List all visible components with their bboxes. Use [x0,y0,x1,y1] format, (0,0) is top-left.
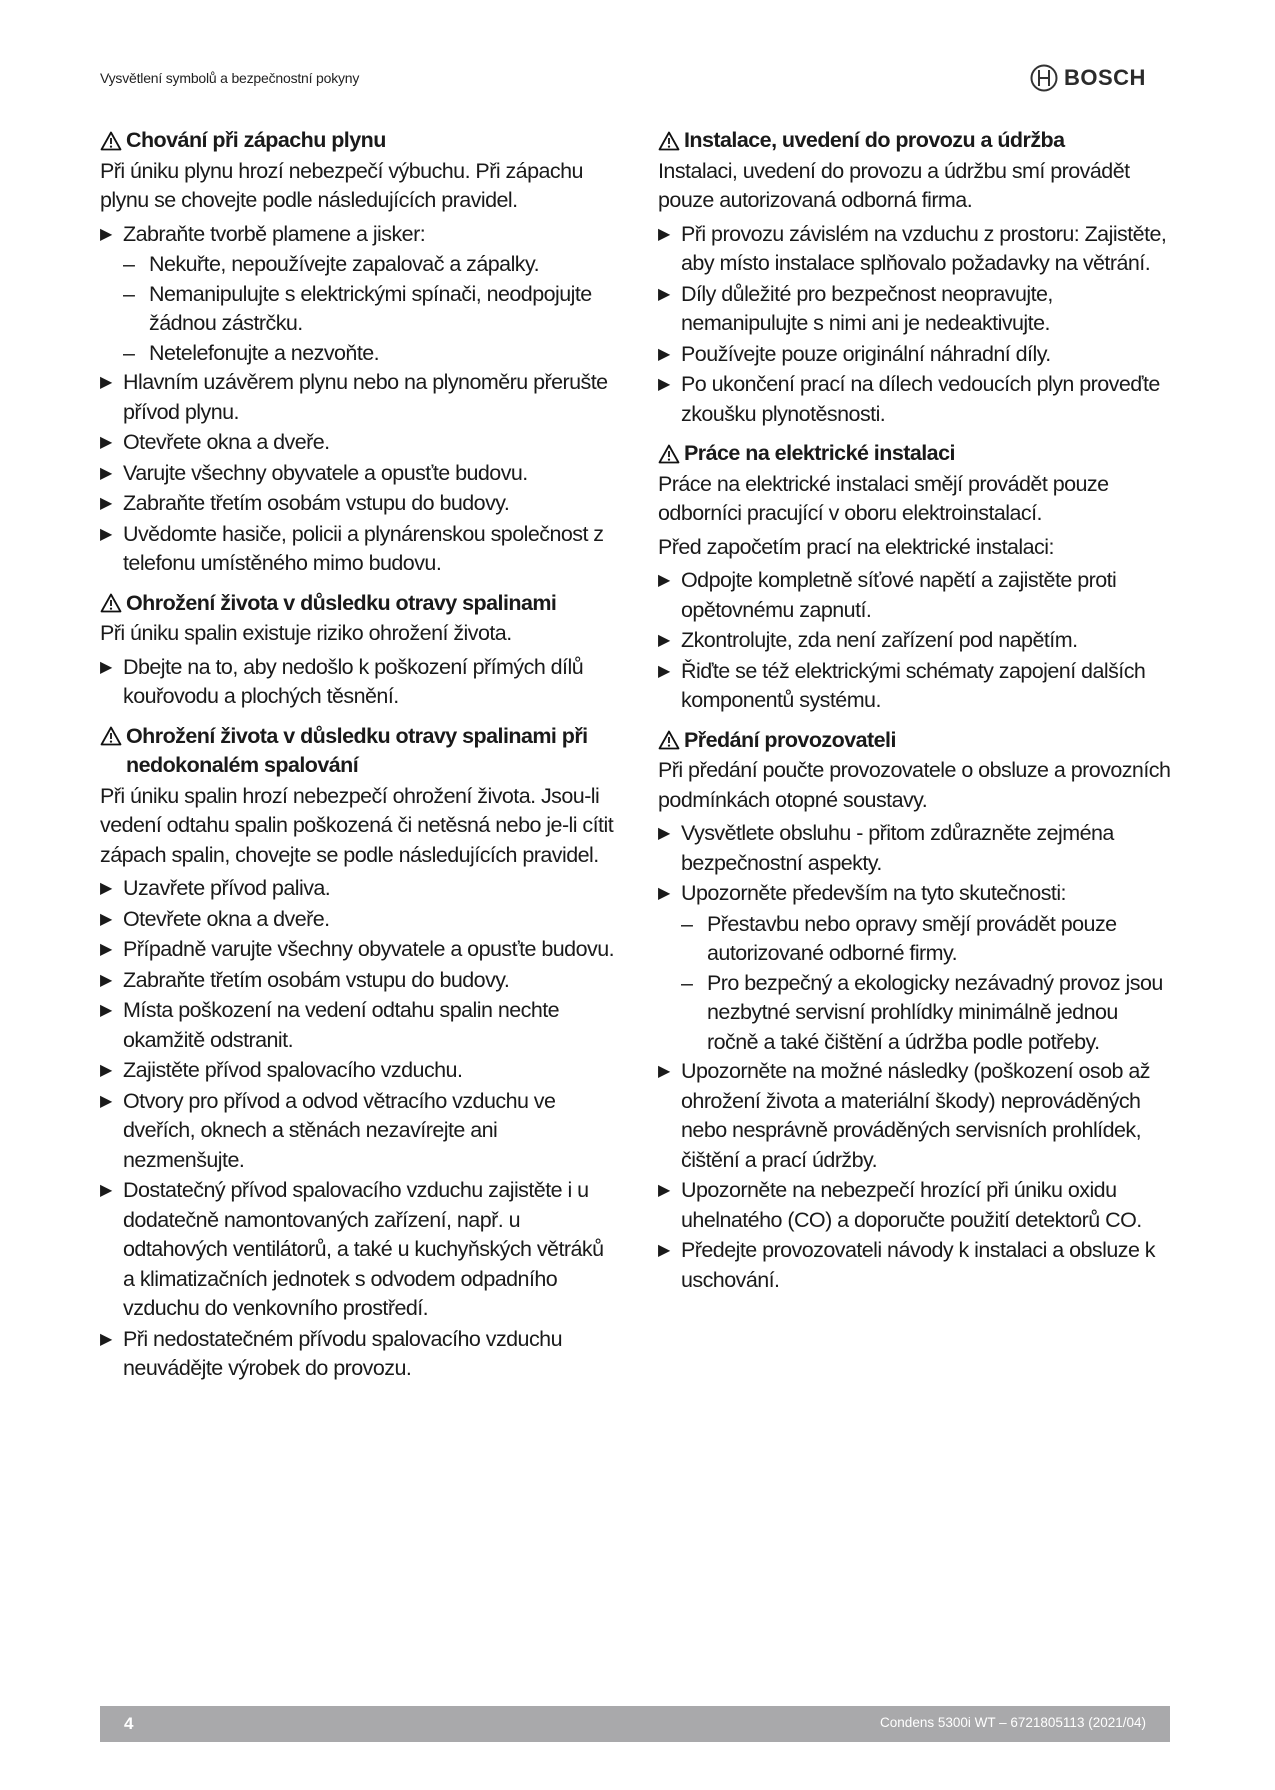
bullet-arrow-icon: ▶ [658,885,670,902]
brand-name: BOSCH [1064,65,1146,90]
bullet-arrow-icon: ▶ [100,941,112,958]
bullet-arrow-icon: ▶ [658,572,670,589]
section-paragraph: Při úniku plynu hrozí nebezpečí výbuchu. Při zápachu plynu se chovejte podle následujících pravidel. [100,158,583,212]
list-item: ▶ Zajistěte přívod spalovacího vzduchu. [100,1056,620,1086]
bullet-arrow-icon: ▶ [100,434,112,451]
bullet-arrow-icon: ▶ [100,910,112,928]
warning-triangle-icon [100,722,126,751]
section-title: Chování při zápachu plynu [100,126,620,156]
bullet-arrow-icon: ▶ [100,971,112,989]
section-gas-smell [100,126,620,579]
sub-list-item: – Nemanipulujte s elektrickými spínači, neodpojujte žádnou zástrčku. [123,281,592,335]
list-item: ▶ Otevřete okna a dveře. [100,428,620,458]
bullet-arrow-icon: ▶ [658,1063,670,1080]
list-item: ▶ Předejte provozovateli návody k instalaci a obsluze k uschování. [658,1236,1173,1295]
list-item: ▶ Varujte všechny obyvatele a opusťte budovu. [100,459,620,489]
list-item: ▶ Hlavním uzávěrem plynu nebo na plynoměru přerušte přívod plynu. [100,368,620,427]
list-item: ▶ Dbejte na to, aby nedošlo k poškození přímých dílů kouřovodu a plochých těsnění. [100,653,620,712]
section-paragraph: Při úniku spalin existuje riziko ohrožení života. [100,621,512,645]
bullet-arrow-icon: ▶ [100,495,112,512]
bullet-arrow-icon: ▶ [100,525,112,543]
list-item: ▶ Uvědomte hasiče, policii a plynárenskou společnost z telefonu umístěného mimo budovu. [100,520,620,579]
bullet-arrow-icon: ▶ [658,662,670,680]
warning-triangle-icon [100,589,126,618]
bullet-arrow-icon: ▶ [658,285,670,303]
sub-list-item: – Nekuřte, nepoužívejte zapalovač a zápalky. [123,252,540,276]
list-item: ▶ Po ukončení prací na dílech vedoucích plyn proveďte zkoušku plynotěsnosti. [658,370,1173,429]
list-item: ▶ Používejte pouze originální náhradní díly. [658,340,1173,370]
list-item: ▶ Otevřete okna a dveře. [100,905,620,935]
section-paragraph: Instalaci, uvedení do provozu a údržbu smí provádět pouze autorizovaná odborná firma. [658,158,1130,212]
section-handover [658,726,1173,1296]
bosch-logo [1030,64,1146,92]
warning-triangle-icon [658,126,684,155]
bullet-arrow-icon: ▶ [658,825,670,842]
warning-triangle-icon [658,439,684,468]
bullet-arrow-icon: ▶ [100,1092,112,1110]
section-title: Práce na elektrické instalaci [658,439,1173,469]
section-title: Předání provozovateli [658,726,1173,756]
section-paragraph: Při úniku spalin hrozí nebezpečí ohrožení života. Jsou-li vedení odtahu spalin poškozená či netěsná nebo je-li cítit zápach spalin, chovejte se podle následujících pravidel. [100,783,614,867]
section-incomplete-combustion [100,722,620,1384]
list-item: ▶ Zabraňte třetím osobám vstupu do budovy. [100,966,620,996]
sub-list-item: – Přestavbu nebo opravy smějí provádět pouze autorizované odborné firmy. [681,911,1117,965]
section-installation-maintenance [658,126,1173,429]
bullet-arrow-icon: ▶ [100,1330,112,1348]
list-item: ▶ Dostatečný přívod spalovacího vzduchu zajistěte i u dodatečně namontovaných zařízení, např. u odtahových ventilátorů, a také u kuchyňských větráků a klimatizačních jednotek s odvodem odpadního vzduchu do venkovního prostředí. [100,1176,620,1324]
section-flue-gas-poisoning [100,589,620,712]
list-item: ▶ Vysvětlete obsluhu - přitom zdůrazněte zejména bezpečnostní aspekty. [658,819,1173,878]
bullet-arrow-icon: ▶ [100,1062,112,1079]
sub-list-item: – Netelefonujte a nezvoňte. [123,340,380,365]
footer-bar [100,1706,1170,1742]
right-column [658,126,1173,1305]
warning-triangle-icon [658,726,684,755]
bullet-arrow-icon: ▶ [100,1002,112,1019]
list-item: ▶ Upozorněte především na tyto skutečnosti: [658,879,1173,909]
section-title: Ohrožení života v důsledku otravy spalinami při nedokonalém spalování [100,722,620,781]
bullet-arrow-icon: ▶ [658,632,670,649]
list-item: ▶ Uzavřete přívod paliva. [100,874,620,904]
bullet-arrow-icon: ▶ [658,1242,670,1259]
list-item: ▶ Řiďte se též elektrickými schématy zapojení dalších komponentů systému. [658,657,1173,716]
bullet-arrow-icon: ▶ [100,658,112,676]
bullet-arrow-icon: ▶ [658,376,670,393]
section-electrical-work [658,439,1173,716]
list-item: ▶ Odpojte kompletně síťové napětí a zajistěte proti opětovnému zapnutí. [658,566,1173,625]
list-item: ▶ Případně varujte všechny obyvatele a opusťte budovu. [100,935,620,965]
bosch-armature-icon [1030,64,1058,92]
list-item: ▶ Při nedostatečném přívodu spalovacího vzduchu neuvádějte výrobek do provozu. [100,1325,620,1384]
bullet-arrow-icon: ▶ [658,345,670,363]
bullet-arrow-icon: ▶ [100,880,112,897]
bullet-arrow-icon: ▶ [658,1182,670,1199]
bullet-arrow-icon: ▶ [100,1182,112,1199]
bullet-arrow-icon: ▶ [100,225,112,243]
document-reference: Condens 5300i WT – 6721805113 (2021/04) [880,1715,1146,1730]
section-paragraph: Před započetím prací na elektrické instalaci: [658,534,1054,559]
list-item: ▶ Upozorněte na možné následky (poškození osob až ohrožení života a materiální škody) neprováděných nebo nesprávně prováděných servisních prohlídek, čištění a prací údržby. [658,1057,1173,1175]
list-item: ▶ Při provozu závislém na vzduchu z prostoru: Zajistěte, aby místo instalace splňovalo požadavky na větrání. [658,220,1173,279]
section-title: Ohrožení života v důsledku otravy spalinami [100,589,620,619]
bullet-arrow-icon: ▶ [658,225,670,243]
left-column [100,126,620,1394]
bullet-arrow-icon: ▶ [100,374,112,391]
section-title: Instalace, uvedení do provozu a údržba [658,126,1173,156]
list-item: ▶ Zabraňte tvorbě plamene a jisker: [100,220,620,250]
section-paragraph: Práce na elektrické instalaci smějí provádět pouze odborníci pracující v oboru elektroinstalací. [658,471,1109,525]
list-item: ▶ Upozorněte na nebezpečí hrozící při úniku oxidu uhelnatého (CO) a doporučte použití detektorů CO. [658,1176,1173,1235]
running-header: Vysvětlení symbolů a bezpečnostní pokyny [100,70,360,86]
list-item: ▶ Otvory pro přívod a odvod větracího vzduchu ve dveřích, oknech a stěnách nezavírejte ani nezmenšujte. [100,1087,620,1176]
page-number: 4 [124,1714,134,1733]
sub-list-item: – Pro bezpečný a ekologicky nezávadný provoz jsou nezbytné servisní prohlídky minimálně jednou ročně a také čištění a údržba podle potřeby. [681,970,1163,1054]
list-item: ▶ Díly důležité pro bezpečnost neopravujte, nemanipulujte s nimi ani je nedeaktivujte. [658,280,1173,339]
bullet-arrow-icon: ▶ [100,464,112,482]
list-item: ▶ Místa poškození na vedení odtahu spalin nechte okamžitě odstranit. [100,996,620,1055]
warning-triangle-icon [100,126,126,155]
list-item: ▶ Zabraňte třetím osobám vstupu do budovy. [100,489,620,519]
section-paragraph: Při předání poučte provozovatele o obsluze a provozních podmínkách otopné soustavy. [658,758,1171,812]
list-item: ▶ Zkontrolujte, zda není zařízení pod napětím. [658,626,1173,656]
